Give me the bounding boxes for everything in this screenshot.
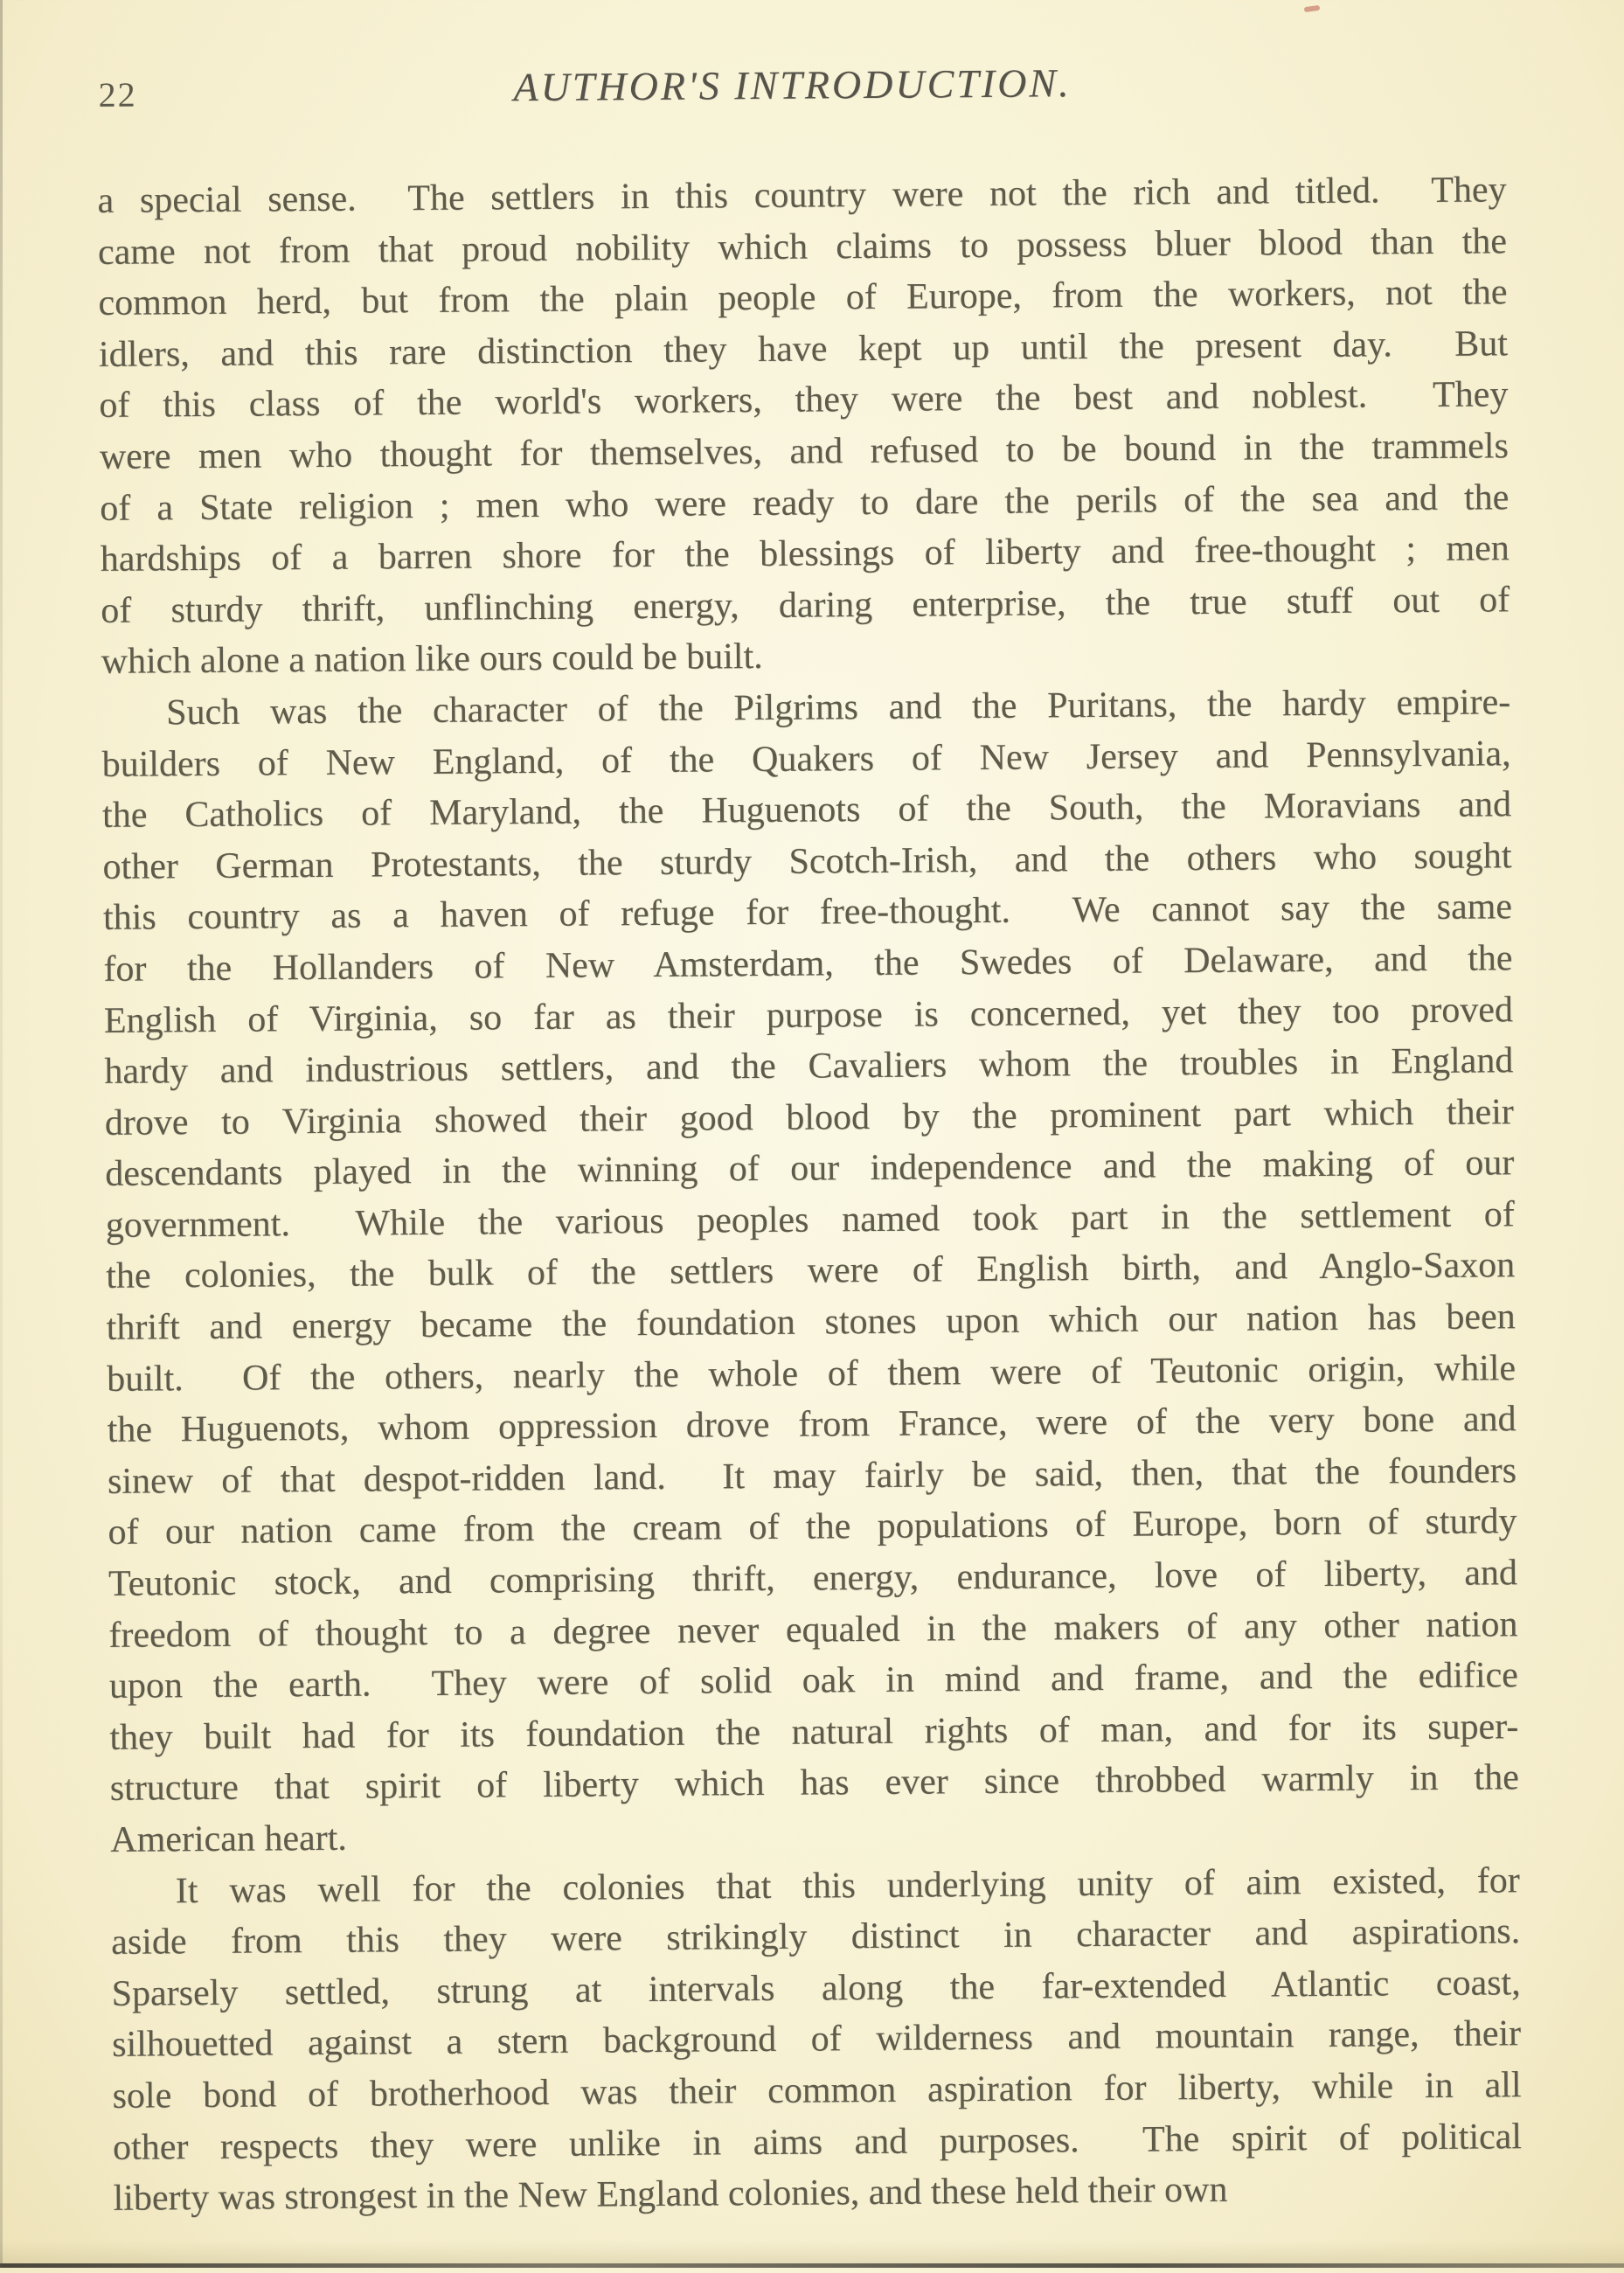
text-line: upon the earth. They were of solid oak in mind and frame, and the edifice <box>108 1655 1519 1707</box>
text-line: other German Protestants, the sturdy Scotch-Irish, and the others who sought <box>102 835 1512 887</box>
paragraph <box>111 1855 1523 2225</box>
text-line: Such was the character of the Pilgrims and the Puritans, the hardy empire- <box>165 682 1511 733</box>
text-line: government. While the various peoples named took part in the settlement of <box>105 1194 1515 1246</box>
text-line: hardy and industrious settlers, and the Cavaliers whom the troubles in England <box>104 1040 1514 1092</box>
text-line: builders of New England, of the Quakers of New Jersey and Pennsylvania, <box>101 733 1511 785</box>
text-line: sole bond of brotherhood was their common aspiration for liberty, while in all <box>112 2065 1522 2117</box>
text-line: sinew of that despot-ridden land. It may fairly be said, then, that the founders <box>107 1450 1517 1502</box>
text-line: It was well for the colonies that this underlying unity of aim existed, for <box>175 1859 1520 1911</box>
text-line: thrift and energy became the foundation stones upon which our nation has been <box>106 1296 1516 1348</box>
paragraph <box>97 164 1510 688</box>
text-line: which alone a nation like ours could be built. <box>101 636 763 683</box>
text-line: Teutonic stock, and comprising thrift, energy, endurance, love of liberty, and <box>108 1553 1518 1604</box>
text-line: hardships of a barren shore for the blessings of liberty and free-thought ; men <box>100 528 1509 580</box>
text-line: other respects they were unlike in aims and purposes. The spirit of political <box>112 2116 1523 2168</box>
text-line: of this class of the world's workers, they were the best and noblest. They <box>99 374 1509 427</box>
text-line: came not from that proud nobility which claims to possess bluer blood than the <box>97 220 1508 273</box>
text-line: descendants played in the winning of our independence and the making of our <box>105 1143 1515 1195</box>
text-line: drove to Virginia showed their good blood by the prominent part which their <box>104 1091 1514 1143</box>
text-line: the Huguenots, whom oppression drove from France, were of the very bone and <box>107 1399 1516 1451</box>
text-line: the colonies, the bulk of the settlers were of English birth, and Anglo-Saxon <box>106 1245 1516 1297</box>
page-header <box>96 56 1505 120</box>
text-line: this country as a haven of refuge for free-thought. We cannot say the same <box>102 886 1513 939</box>
text-line: of a State religion ; men who were ready to dare the perils of the sea and the <box>100 476 1509 529</box>
text-line: were men who thought for themselves, and refused to be bound in the trammels <box>99 426 1509 477</box>
paragraph <box>101 677 1520 1866</box>
text-line: of sturdy thrift, unflinching energy, daring enterprise, the true stuff out of <box>101 579 1510 631</box>
text-line: they built had for its foundation the natural rights of man, and for its super- <box>109 1706 1519 1758</box>
text-line: idlers, and this rare distinction they have kept up until the present day. But <box>98 323 1509 375</box>
text-line: liberty was strongest in the New England colonies, and these held their own <box>113 2169 1228 2220</box>
text-line: structure that spirit of liberty which has ever since throbbed warmly in the <box>109 1757 1519 1810</box>
text-line: aside from this they were strikingly distinct in character and aspirations. <box>111 1911 1521 1964</box>
text-line: for the Hollanders of New Amsterdam, the Swedes of Delaware, and the <box>103 938 1513 990</box>
text-line: freedom of thought to a degree never equaled in the makers of any other nation <box>108 1603 1518 1656</box>
text-line: a special sense. The settlers in this country were not the rich and titled. They <box>97 170 1507 221</box>
text-line: silhouetted against a stern background of wilderness and mountain range, their <box>111 2013 1522 2066</box>
text-line: built. Of the others, nearly the whole of them were of Teutonic origin, while <box>106 1347 1516 1400</box>
text-line: American heart. <box>110 1818 347 1860</box>
text-line: English of Virginia, so far as their purpose is concerned, yet they too proved <box>103 989 1514 1041</box>
text-line: the Catholics of Maryland, the Huguenots of the South, the Moravians and <box>101 784 1512 837</box>
page-number: 22 <box>98 74 137 115</box>
text-line: of our nation came from the cream of the populations of Europe, born of sturdy <box>108 1501 1517 1554</box>
running-title: AUTHOR'S INTRODUCTION. <box>513 60 1072 110</box>
scan-bottom-shadow <box>0 2241 1624 2263</box>
text-line: Sparsely settled, strung at intervals along the far-extended Atlantic coast, <box>111 1962 1521 2014</box>
scan-left-edge <box>0 0 3 2268</box>
text-line: common herd, but from the plain people of Europe, from the workers, not the <box>98 272 1508 324</box>
scan-bottom-edge <box>0 2263 1624 2268</box>
text-block <box>97 164 1522 2224</box>
